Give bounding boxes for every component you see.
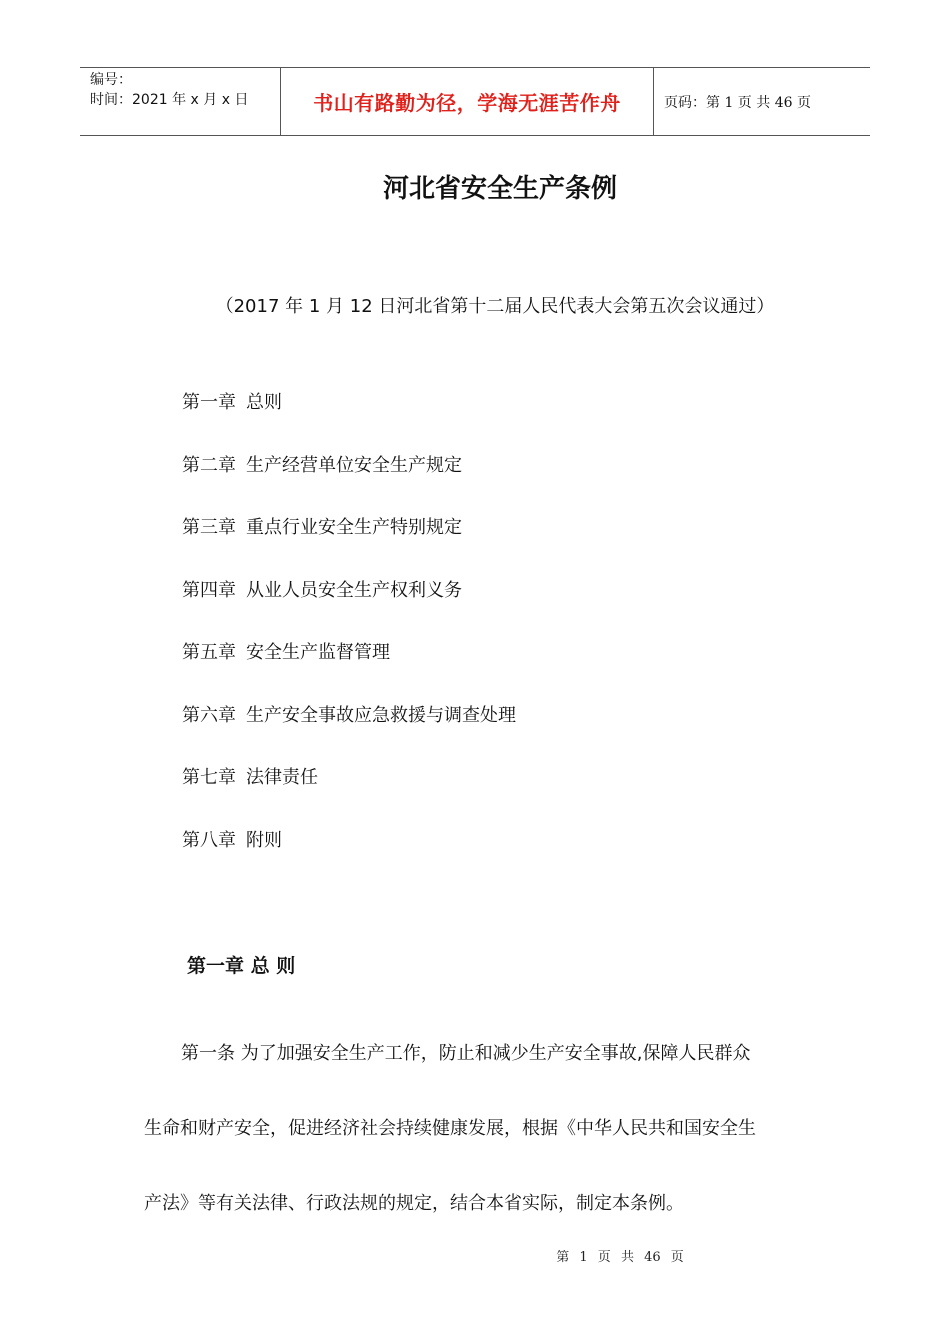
toc-chapter-number: 第八章	[182, 829, 236, 851]
footer-total-unit: 页	[670, 1250, 684, 1265]
number-label: 编号：	[90, 72, 132, 88]
footer-page-number: 1	[579, 1250, 588, 1265]
footer-total-prefix: 共	[620, 1250, 634, 1265]
article-line: 生命和财产安全，促进经济社会持续健康发展，根据《中华人民共和国安全生	[144, 1118, 756, 1139]
toc-item	[182, 640, 516, 703]
toc-chapter-name: 安全生产监督管理	[246, 642, 390, 663]
page-footer	[0, 1246, 950, 1265]
toc-item	[182, 453, 516, 516]
toc-item	[182, 703, 516, 766]
footer-total-pages: 46	[644, 1250, 661, 1265]
article-line: 第一条 为了加强安全生产工作，防止和减少生产安全事故,保障人民群众	[181, 1043, 751, 1064]
toc-chapter-name: 总则	[246, 392, 282, 413]
toc-chapter-number: 第六章	[182, 704, 236, 726]
header-page-info: 页码：第 1 页 共 46 页	[664, 94, 811, 111]
table-of-contents	[182, 390, 516, 890]
toc-item	[182, 765, 516, 828]
toc-chapter-number: 第五章	[182, 642, 236, 663]
article-line: 产法》等有关法律、行政法规的规定，结合本省实际，制定本条例。	[144, 1193, 684, 1214]
toc-chapter-number: 第三章	[182, 517, 236, 538]
header-motto: 书山有路勤为径，学海无涯苦作舟	[281, 68, 654, 135]
toc-chapter-name: 从业人员安全生产权利义务	[246, 579, 462, 601]
article-paragraph	[144, 1016, 824, 1241]
footer-prefix: 第	[556, 1250, 570, 1265]
time-label: 时间：2021 年 x 月 x 日	[90, 92, 249, 108]
toc-chapter-number: 第七章	[182, 767, 236, 788]
toc-chapter-number: 第四章	[182, 579, 236, 601]
toc-chapter-name: 生产经营单位安全生产规定	[246, 454, 462, 476]
document-title: 河北省安全生产条例	[382, 174, 617, 204]
footer-page-unit: 页	[597, 1250, 611, 1265]
toc-chapter-name: 重点行业安全生产特别规定	[246, 517, 462, 538]
header-meta	[80, 68, 281, 135]
document-subtitle: （2017 年 1 月 12 日河北省第十二届人民代表大会第五次会议通过）	[215, 296, 775, 317]
toc-item	[182, 578, 516, 641]
page-header	[80, 67, 870, 136]
toc-chapter-name: 附则	[246, 829, 282, 851]
toc-chapter-number: 第二章	[182, 454, 236, 476]
toc-chapter-name: 生产安全事故应急救援与调查处理	[246, 704, 516, 726]
toc-item	[182, 828, 516, 891]
toc-chapter-name: 法律责任	[246, 767, 318, 788]
toc-chapter-number: 第一章	[182, 392, 236, 413]
chapter-heading: 第一章 总 则	[187, 955, 296, 977]
toc-item	[182, 390, 516, 453]
toc-item	[182, 515, 516, 578]
